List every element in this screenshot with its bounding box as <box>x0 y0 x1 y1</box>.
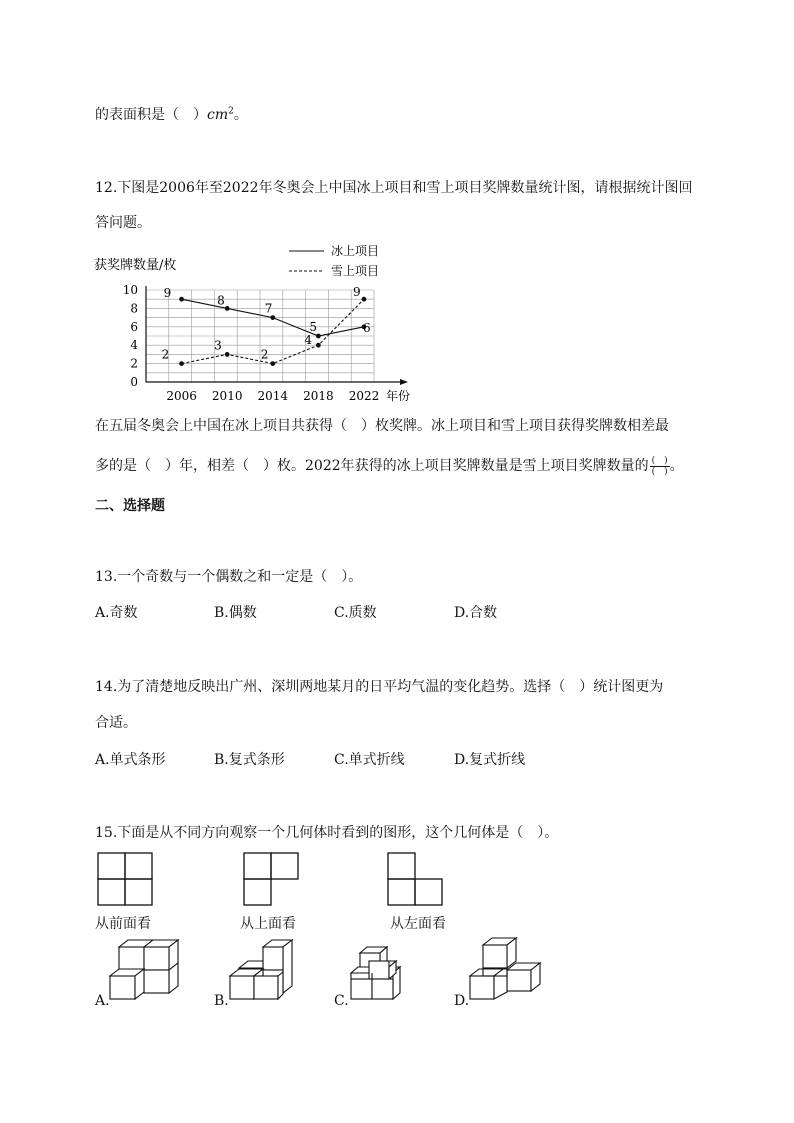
q11-unit: cm <box>207 107 229 123</box>
q12-question-line2 <box>95 455 684 477</box>
option-c-solid[interactable] <box>349 945 411 1007</box>
q14-option-c[interactable]: C.单式折线 <box>334 752 405 768</box>
view-label-front: 从前面看 <box>95 916 151 932</box>
q15-option-b[interactable]: B. <box>214 993 229 1009</box>
top-view-figure <box>243 852 301 908</box>
q14-option-d[interactable]: D.复式折线 <box>454 752 526 768</box>
x-tick-label: 2006 <box>166 389 197 403</box>
y-tick-label: 4 <box>130 338 138 353</box>
q13-option-d[interactable]: D.合数 <box>454 605 498 621</box>
q11-tail-end: 。 <box>233 107 248 123</box>
ice-data-label: 9 <box>163 286 172 301</box>
x-tick-label: 2010 <box>211 389 243 403</box>
q12-stem-line1: 12.下图是2006年至2022年冬奥会上中国冰上项目和雪上项目奖牌数量统计图，请根据统计图回 <box>95 180 693 196</box>
q12-question-line2-text: 多的是（ ）年，相差（ ）枚。2022年获得的冰上项目奖牌数量是雪上项目奖牌数量的 <box>95 458 649 474</box>
snow-point <box>270 361 275 366</box>
option-d-solid[interactable] <box>468 936 548 1006</box>
q14-option-a[interactable]: A.单式条形 <box>95 752 166 768</box>
legend-ice-label: 冰上项目 <box>331 244 380 258</box>
ice-data-label: 5 <box>309 320 318 334</box>
view-label-top: 从上面看 <box>240 916 296 932</box>
q11-tail-text: 的表面积是（ ） <box>95 107 207 123</box>
section-title: 二、选择题 <box>95 498 165 514</box>
answer-fraction <box>650 456 670 477</box>
q14-stem-line1: 14.为了清楚地反映出广州、深圳两地某月的日平均气温的变化趋势。选择（ ）统计图更为 <box>95 679 664 695</box>
ice-point <box>316 334 321 339</box>
x-axis-label: 年份 <box>386 389 411 403</box>
y-tick-label: 10 <box>122 283 138 297</box>
snow-point <box>179 361 184 366</box>
snow-data-label: 9 <box>352 285 361 300</box>
snow-series-line <box>182 299 364 363</box>
q13-option-a[interactable]: A.奇数 <box>95 605 138 621</box>
ice-point <box>270 315 275 320</box>
q15-option-a[interactable]: A. <box>95 993 110 1009</box>
snow-data-label: 2 <box>161 347 170 362</box>
q13-option-c[interactable]: C.质数 <box>334 605 377 621</box>
front-view-figure <box>97 852 155 908</box>
x-tick-label: 2018 <box>303 389 334 403</box>
q15-stem: 15.下面是从不同方向观察一个几何体时看到的图形，这个几何体是（ ）。 <box>95 825 559 841</box>
ice-data-label: 6 <box>362 320 371 335</box>
x-axis-arrow <box>400 379 408 385</box>
x-tick-label: 2022 <box>348 389 380 403</box>
q12-question-line1: 在五届冬奥会上中国在冰上项目共获得（ ）枚奖牌。冰上项目和雪上项目获得奖牌数相差最 <box>95 418 669 434</box>
chart-marks <box>162 285 371 366</box>
fraction-numerator: ( ) <box>651 455 668 466</box>
ice-data-label: 8 <box>217 293 225 308</box>
fraction-denominator: ( ) <box>651 466 668 477</box>
legend-snow-label: 雪上项目 <box>331 264 380 278</box>
ice-point <box>225 306 230 311</box>
q14-stem-line2: 合适。 <box>95 715 137 731</box>
q11-tail <box>95 104 248 124</box>
option-a-solid[interactable] <box>108 938 188 1006</box>
ice-point <box>179 297 184 302</box>
y-tick-label: 2 <box>130 356 138 371</box>
q14-option-b[interactable]: B.复式条形 <box>214 752 285 768</box>
snow-data-label: 4 <box>304 333 313 348</box>
ice-data-label: 7 <box>264 301 273 316</box>
snow-point <box>225 352 230 357</box>
q12-question-end: 。 <box>669 458 684 474</box>
q11-unit-sup: 2 <box>228 106 234 117</box>
y-tick-label: 8 <box>130 301 138 316</box>
q15-option-d[interactable]: D. <box>454 993 470 1009</box>
snow-data-label: 3 <box>214 338 222 353</box>
option-b-solid[interactable] <box>228 938 298 1006</box>
q13-option-b[interactable]: B.偶数 <box>214 605 257 621</box>
q15-option-c[interactable]: C. <box>334 993 349 1009</box>
medal-line-chart <box>90 238 420 410</box>
q12-stem-line2: 答问题。 <box>95 215 151 231</box>
y-tick-label: 0 <box>130 375 138 389</box>
left-view-figure <box>387 852 445 908</box>
x-tick-label: 2014 <box>257 389 289 403</box>
chart-ylabel: 获奖牌数量/枚 <box>94 258 177 273</box>
snow-point <box>316 343 321 348</box>
chart-grid <box>146 290 374 382</box>
view-label-left: 从左面看 <box>390 916 446 932</box>
snow-point <box>362 297 367 302</box>
y-tick-label: 6 <box>130 319 138 334</box>
q13-stem: 13.一个奇数与一个偶数之和一定是（ ）。 <box>95 569 363 585</box>
snow-data-label: 2 <box>260 347 269 362</box>
